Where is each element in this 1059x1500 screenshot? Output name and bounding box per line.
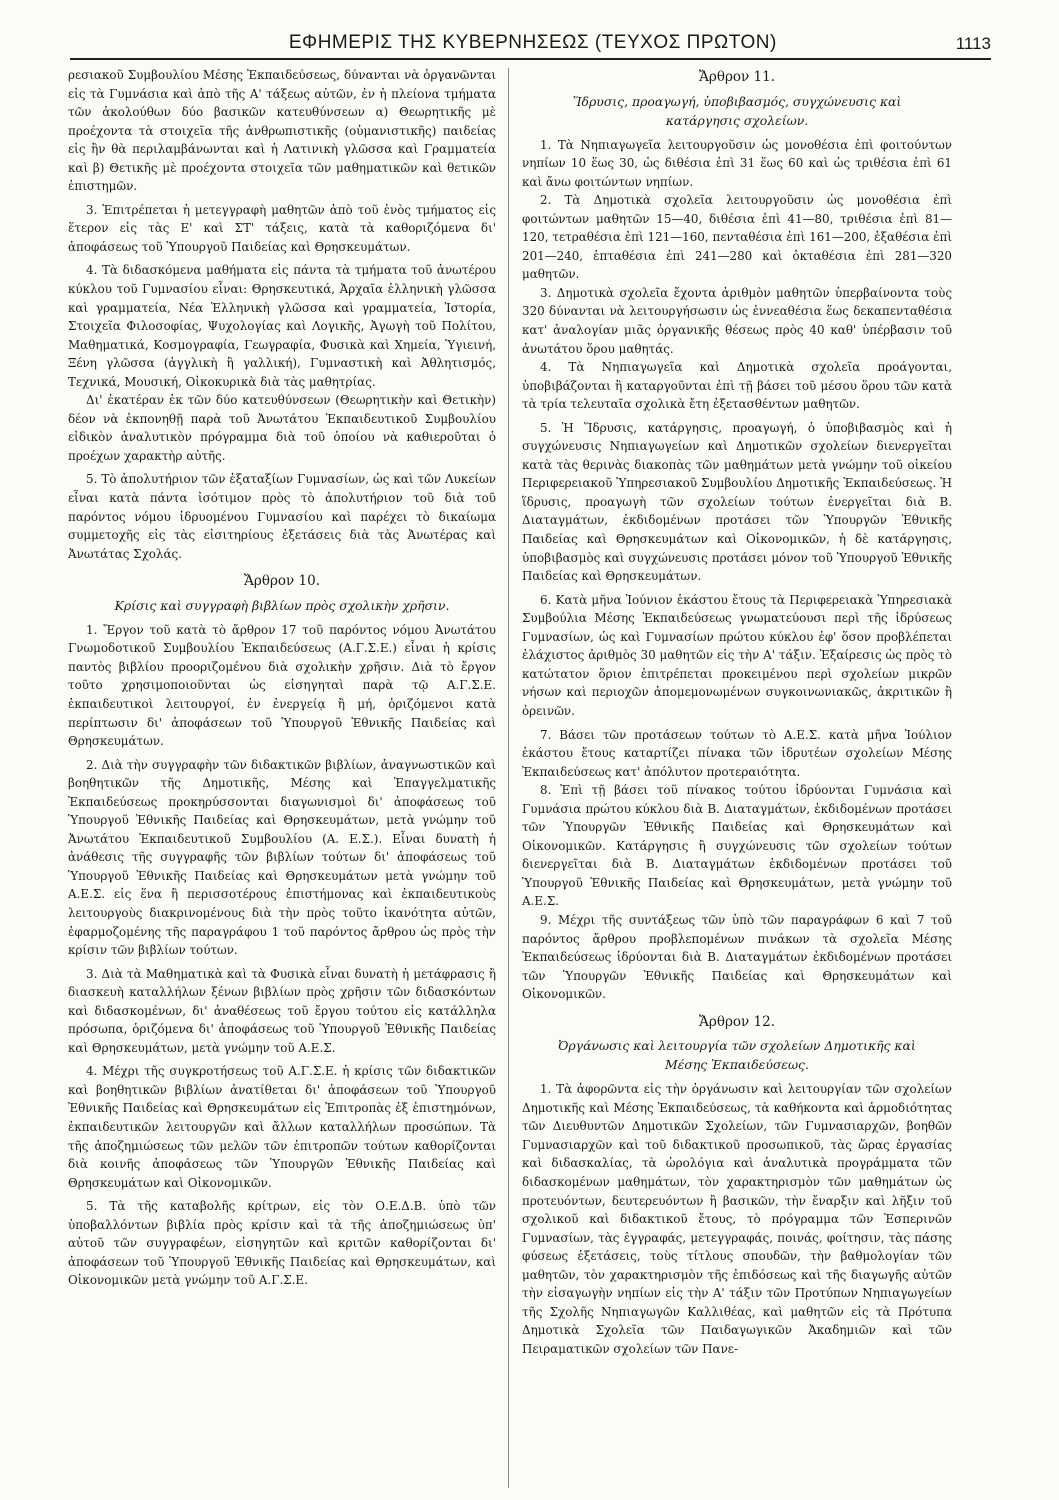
article-11-paragraph-2: 2. Τὰ Δημοτικὰ σχολεῖα λειτουργοῦσιν ὡς μονοθέσια ἐπὶ φοιτώντων μαθητῶν 15—40, διθέσια ἐπὶ 41—80, τριθέσια ἐπὶ 81—120, τετραθέσια ἐπὶ 121—160, πενταθέσια ἐπὶ 161—200, ἑξαθέσια ἐπὶ 201—240, ἑπταθέσια ἐπὶ 241—280 καὶ ὀκταθέσια ἐπὶ 281—320 μαθητῶν. xyxy=(522,193,952,282)
article-11-title: Ἄρθρον 11. xyxy=(698,69,775,85)
paragraph-4b: Δι' ἑκατέραν ἐκ τῶν δύο κατευθύνσεων (Θεωρητικὴν καὶ Θετικὴν) δέον νὰ ἐκπονηθῇ παρὰ τοῦ Ἀνωτάτου Ἐκπαιδευτικοῦ Συμβουλίου εἰδικὸν ἀναλυτικὸν πρόγραμμα διὰ τοῦ ὁποίου νὰ καθιεροῦται ὁ προέχων χαρακτὴρ αὐτῆς. xyxy=(68,393,496,463)
page-number: 1113 xyxy=(955,34,991,53)
article-12-title: Ἄρθρον 12. xyxy=(698,1013,775,1030)
left-column xyxy=(68,66,496,1486)
article-10-subtitle: Κρίσις καὶ συγγραφὴ βιβλίων πρὸς σχολικὴν χρῆσιν. xyxy=(114,597,450,613)
article-10-paragraph-3: 3. Διὰ τὰ Μαθηματικὰ καὶ τὰ Φυσικὰ εἶναι δυνατὴ ἡ μετάφρασις ἢ διασκευὴ καταλλήλων ξένων βιβλίων πρὸς χρῆσιν τῶν διδασκόντων καὶ διδασκομένων, δι' ἀναθέσεως τοῦ ἔργου τούτου εἰς κατάλληλα πρόσωπα, ὁριζόμενα δι' ἀποφάσεως τοῦ Ὑπουργοῦ Ἐθνικῆς Παιδείας καὶ Θρησκευμάτων, μετὰ γνώμην τοῦ Α.Ε.Σ. xyxy=(68,966,496,1055)
article-11-paragraph-7: 7. Βάσει τῶν προτάσεων τούτων τὸ Α.Ε.Σ. κατὰ μῆνα Ἰούλιον ἑκάστου ἔτους καταρτίζει πίνακα τῶν ἱδρυτέων σχολείων Μέσης Ἐκπαιδεύσεως κατ' ἀπόλυτον προτεραιότητα. xyxy=(522,727,952,779)
paragraph-4: 4. Τὰ διδασκόμενα μαθήματα εἰς πάντα τὰ τμήματα τοῦ ἀνωτέρου κύκλου τοῦ Γυμνασίου εἶναι: Θρησκευτικά, Ἀρχαῖα ἑλληνικὴ γλῶσσα καὶ γραμματεία, Νέα Ἑλληνικὴ γλῶσσα καὶ γραμματεία, Ἱστορία, Στοιχεῖα Φιλοσοφίας, Ψυχολογίας καὶ Λογικῆς, Ἀγωγὴ τοῦ Πολίτου, Μαθηματικά, Κοσμογραφία, Γεωγραφία, Φυσικὰ καὶ Χημεία, Ὑγιεινή, Ξένη γλῶσσα (ἀγγλικὴ ἢ γαλλική), Γυμναστικὴ καὶ Ἀθλητισμός, Τεχνικά, Μουσική, Οἰκοκυρικὰ διὰ τὰς μαθητρίας. xyxy=(68,263,496,389)
paragraph-5: 5. Τὸ ἀπολυτήριον τῶν ἑξαταξίων Γυμνασίων, ὡς καὶ τῶν Λυκείων εἶναι κατὰ πάντα ἰσότιμον πρὸς τὸ ἀπολυτήριον τοῦ διὰ τοῦ παρόντος νόμου ἱδρυομένου Γυμνασίου καὶ παρέχει τὸ δικαίωμα συμμετοχῆς εἰς τὰς εἰσιτηρίους ἐξετάσεις διὰ τὰς Ἀνωτέρας καὶ Ἀνωτάτας Σχολάς. xyxy=(68,472,496,561)
article-10-title: Ἄρθρον 10. xyxy=(243,573,320,590)
article-10-paragraph-1: 1. Ἔργον τοῦ κατὰ τὸ ἄρθρον 17 τοῦ παρόντος νόμου Ἀνωτάτου Γνωμοδοτικοῦ Συμβουλίου Ἐκπαιδεύσεως (Α.Γ.Σ.Ε.) εἶναι ἡ κρίσις παντὸς βιβλίου προοριζομένου διὰ σχολικὴν χρῆσιν. Διὰ τὸ ἔργον τοῦτο χρησιμοποιοῦνται ὡς εἰσηγηταὶ παρὰ τῷ Α.Γ.Σ.Ε. ἐκπαιδευτικοὶ λειτουργοί, ἐν ἐνεργείᾳ ἢ μή, ὁριζόμενοι κατὰ περίπτωσιν δι' ἀποφάσεων τοῦ Ὑπουργοῦ Ἐθνικῆς Παιδείας καὶ Θρησκευμάτων. xyxy=(68,622,496,749)
column-divider xyxy=(508,68,509,1488)
article-11-paragraph-9: 9. Μέχρι τῆς συντάξεως τῶν ὑπὸ τῶν παραγράφων 6 καὶ 7 τοῦ παρόντος ἄρθρου προβλεπομένων πινάκων τὰ σχολεῖα Μέσης Ἐκπαιδεύσεως ἱδρύονται διὰ Β. Διαταγμάτων ἐκδιδομένων προτάσει τῶν Ὑπουργῶν Ἐθνικῆς Παιδείας καὶ Θρησκευμάτων καὶ Οἰκονομικῶν. xyxy=(522,912,952,1002)
right-column xyxy=(522,66,952,1486)
article-11-paragraph-4: 4. Τὰ Νηπιαγωγεῖα καὶ Δημοτικὰ σχολεῖα προάγονται, ὑποβιβάζονται ἢ καταργοῦνται ἐπὶ τῇ βάσει τοῦ μέσου ὅρου τῶν κατὰ τὰ τρία τελευταῖα σχολικὰ ἔτη ἐξετασθέντων μαθητῶν. xyxy=(522,360,952,412)
article-11-paragraph-6: 6. Κατὰ μῆνα Ἰούνιον ἑκάστου ἔτους τὰ Περιφερειακὰ Ὑπηρεσιακὰ Συμβούλια Μέσης Ἐκπαιδεύσεως γνωματεύουσι περὶ τῆς ἱδρύσεως Γυμνασίων, ὡς καὶ Γυμνασίων πρώτου κύκλου ἐφ' ὅσον προβλέπεται ἐλάχιστος ἀριθμὸς 30 μαθητῶν εἰς τὴν Α' τάξιν. Ἐξαίρεσις ὡς πρὸς τὸ κατώτατον ὅριον ἐπιτρέπεται προκειμένου περὶ σχολείων μικρῶν νήσων καὶ περιοχῶν ἀπομεμονωμένων συγκοινωνιακῶς, ἀκριτικῶν ἢ ὀρεινῶν. xyxy=(522,592,952,718)
article-12-paragraph-1: 1. Τὰ ἀφορῶντα εἰς τὴν ὀργάνωσιν καὶ λειτουργίαν τῶν σχολείων Δημοτικῆς καὶ Μέσης Ἐκπαιδεύσεως, τὰ καθήκοντα καὶ ἁρμοδιότητας τῶν Διευθυντῶν Δημοτικῶν Σχολείων, τῶν Γυμνασιαρχῶν, βοηθῶν Γυμνασιαρχῶν καὶ τοῦ διδακτικοῦ προσωπικοῦ, τὰς ὥρας ἐργασίας καὶ διδασκαλίας, τὰ ὡρολόγια καὶ ἀναλυτικὰ προγράμματα τῶν διδασκομένων μαθημάτων, τὸν χαρακτηρισμὸν τῶν μαθημάτων ὡς προτευόντων, δευτερευόντων ἢ βασικῶν, τὴν ἔναρξιν καὶ λῆξιν τοῦ σχολικοῦ καὶ διδακτικοῦ ἔτους, τὸ πρόγραμμα τῶν Ἑσπερινῶν Γυμνασίων, τὰς ἐγγραφάς, μετεγγραφάς, ποινάς, φοίτησιν, τὰς πάσης φύσεως ἐξετάσεις, τοὺς τίτλους σπουδῶν, τὴν βαθμολογίαν τῶν μαθητῶν, τὸν χαρακτηρισμὸν τῆς ἐπιδόσεως καὶ τῆς διαγωγῆς αὐτῶν τὴν εἰσαγωγὴν νηπίων εἰς τὴν Α' τάξιν τῶν Προτύπων Νηπιαγωγείων τῆς Σχολῆς Νηπιαγωγῶν Καλλιθέας, καὶ μαθητῶν εἰς τὰ Πρότυπα Δημοτικὰ Σχολεῖα τῶν Παιδαγωγικῶν Ἀκαδημιῶν καὶ τῶν Πειραματικῶν σχολείων τῶν Πανε- xyxy=(522,1082,952,1356)
article-10-paragraph-2: 2. Διὰ τὴν συγγραφὴν τῶν διδακτικῶν βιβλίων, ἀναγνωστικῶν καὶ βοηθητικῶν τῆς Δημοτικῆς, Μέσης καὶ Ἐπαγγελματικῆς Ἐκπαιδεύσεως προκηρύσσονται διαγωνισμοὶ δι' ἀποφάσεως τοῦ Ὑπουργοῦ Ἐθνικῆς Παιδείας καὶ Θρησκευμάτων, μετὰ γνώμην τοῦ Ἀνωτάτου Ἐκπαιδευτικοῦ Συμβουλίου (Α. Ε.Σ.). Εἶναι δυνατὴ ἡ ἀνάθεσις τῆς συγγραφῆς τῶν βιβλίων τούτων δι' ἀποφάσεως τοῦ Ὑπουργοῦ Ἐθνικῆς Παιδείας καὶ Θρησκευμάτων μετὰ γνώμην τοῦ Α.Ε.Σ. εἰς ἕνα ἢ περισσοτέρους ἐπιστήμονας καὶ ἐκπαιδευτικοὺς λειτουργοὺς διακρινομένους διὰ τὴν πρὸς τοῦτο ἱκανότητα αὐτῶν, ἐφαρμοζομένης τῆς παραγράφου 1 τοῦ παρόντος ἄρθρου ὡς πρὸς τὴν κρίσιν τῶν βιβλίων τούτων. xyxy=(68,757,496,958)
article-11-paragraph-5: 5. Ἡ Ἵδρυσις, κατάργησις, προαγωγή, ὁ ὑποβιβασμὸς καὶ ἡ συγχώνευσις Νηπιαγωγείων καὶ Δημοτικῶν σχολείων διενεργεῖται κατὰ τὰς θερινὰς διακοπὰς τῶν μαθημάτων μετὰ γνώμην τοῦ οἰκείου Περιφερειακοῦ Ὑπηρεσιακοῦ Συμβουλίου Δημοτικῆς Ἐκπαιδεύσεως. Ἡ ἵδρυσις, προαγωγὴ τῶν σχολείων τούτων ἐνεργεῖται διὰ Β. Διαταγμάτων, ἐκδιδομένων προτάσει τῶν Ὑπουργῶν Ἐθνικῆς Παιδείας καὶ Θρησκευμάτων καὶ Οἰκονομικῶν, ἡ δὲ κατάργησις, ὑποβιβασμὸς καὶ συγχώνευσις προτάσει μόνον τοῦ Ὑπουργοῦ Ἐθνικῆς Παιδείας καὶ Θρησκευμάτων. xyxy=(522,420,952,584)
article-11-subtitle: Ἵδρυσις, προαγωγή, ὑποβιβασμός, συγχώνευσις καὶ κατάργησις σχολείων. xyxy=(572,93,902,128)
paragraph-continued: ρεσιακοῦ Συμβουλίου Μέσης Ἐκπαιδεύσεως, δύνανται νὰ ὀργανῶνται εἰς τὰ Γυμνάσια καὶ ἀπὸ τῆς Α' τάξεως αὐτῶν, ἐν ἡ πλείονα τμήματα τῶν ἀκολούθων δύο βασικῶν κατευθύνσεων α) Θεωρητικῆς μὲ προέχοντα τὰ στοιχεῖα τῆς ἀνθρωπιστικῆς (οὑμανιστικῆς) παιδείας εἰς ἣν θὰ περιλαμβάνωνται καὶ ἡ Λατινικὴ γλῶσσα καὶ Γραμματεία καὶ β) Θετικῆς μὲ προέχοντα στοιχεῖα τῶν μαθηματικῶν καὶ θετικῶν ἐπιστημῶν. xyxy=(68,68,496,194)
article-12-subtitle: Ὀργάνωσις καὶ λειτουργία τῶν σχολείων Δημοτικῆς καὶ Μέσης Ἐκπαιδεύσεως. xyxy=(558,1038,916,1073)
article-10-paragraph-5: 5. Τὰ τῆς καταβολῆς κρίτρων, εἰς τὸν Ο.Ε.Δ.Β. ὑπὸ τῶν ὑποβαλλόντων βιβλία πρὸς κρίσιν καὶ τὰ τῆς ἀποζημιώσεως ὑπ' αὐτοῦ τῶν συγγραφέων, εἰσηγητῶν καὶ κριτῶν καθορίζονται δι' ἀποφάσεων τοῦ Ὑπουργοῦ Ἐθνικῆς Παιδείας καὶ Θρησκευμάτων, καὶ Οἰκονομικῶν μετὰ γνώμην τοῦ Α.Γ.Σ.Ε. xyxy=(68,1199,496,1288)
article-11-paragraph-8: 8. Ἐπὶ τῇ βάσει τοῦ πίνακος τούτου ἱδρύονται Γυμνάσια καὶ Γυμνάσια πρώτου κύκλου διὰ Β. Διαταγμάτων, ἐκδιδομένων προτάσει τῶν Ὑπουργῶν Ἐθνικῆς Παιδείας καὶ Θρησκευμάτων καὶ Οἰκονομικῶν. Κατάργησις ἢ συγχώνευσις τῶν σχολείων τούτων διενεργεῖται διὰ Β. Διαταγμάτων ἐκδιδομένων προτάσει τοῦ Ὑπουργοῦ Ἐθνικῆς Παιδείας καὶ Θρησκευμάτων, μετὰ γνώμην τοῦ Α.Ε.Σ. xyxy=(522,783,952,909)
article-11-paragraph-1: 1. Τὰ Νηπιαγωγεῖα λειτουργοῦσιν ὡς μονοθέσια ἐπὶ φοιτούντων νηπίων 10 ἕως 30, ὡς διθέσια ἐπὶ 31 ἕως 60 καὶ ὡς τριθέσια ἐπὶ 61 καὶ ἄνω φοιτώντων νηπίων. xyxy=(522,137,952,189)
paragraph-3: 3. Ἐπιτρέπεται ἡ μετεγγραφὴ μαθητῶν ἀπὸ τοῦ ἑνὸς τμήματος εἰς ἕτερον εἰς τὰς Ε' καὶ ΣΤ' τάξεις, κατὰ τὰ καθοριζόμενα δι' ἀποφάσεως τοῦ Ὑπουργοῦ Παιδείας καὶ Θρησκευμάτων. xyxy=(68,202,496,254)
gazette-title: ΕΦΗΜΕΡΙΣ ΤΗΣ ΚΥΒΕΡΝΗΣΕΩΣ (ΤΕΥΧΟΣ ΠΡΩΤΟΝ) xyxy=(288,32,777,53)
article-10-paragraph-4: 4. Μέχρι τῆς συγκροτήσεως τοῦ Α.Γ.Σ.Ε. ἡ κρίσις τῶν διδακτικῶν καὶ βοηθητικῶν βιβλίων ἀνατίθεται δι' ἀποφάσεων τοῦ Ὑπουργοῦ Ἐθνικῆς Παιδείας καὶ Θρησκευμάτων εἰς Ἐπιτροπὰς ἐξ ἐπιστημόνων, ἐκπαιδευτικῶν λειτουργῶν καὶ ἄλλων καταλλήλων προσώπων. Τὰ τῆς ἀποζημιώσεως τῶν μελῶν τῶν ἐπιτροπῶν τούτων καθορίζονται διὰ κοινῆς ἀποφάσεως τῶν Ὑπουργῶν Ἐθνικῆς Παιδείας καὶ Θρησκευμάτων καὶ Οἰκονομικῶν. xyxy=(68,1064,496,1190)
page-header xyxy=(70,28,991,60)
article-11-paragraph-3: 3. Δημοτικὰ σχολεῖα ἔχοντα ἀριθμὸν μαθητῶν ὑπερβαίνοντα τοὺς 320 δύνανται νὰ λειτουργήσωσιν ὡς ἐννεαθέσια ἕως δεκαπενταθέσια κατ' ἀναλογίαν μιᾶς ὀργανικῆς θέσεως πρὸς 40 καθ' ὑπέρβασιν τοῦ ἀνωτάτου ὅρου μαθητάς. xyxy=(522,285,952,356)
